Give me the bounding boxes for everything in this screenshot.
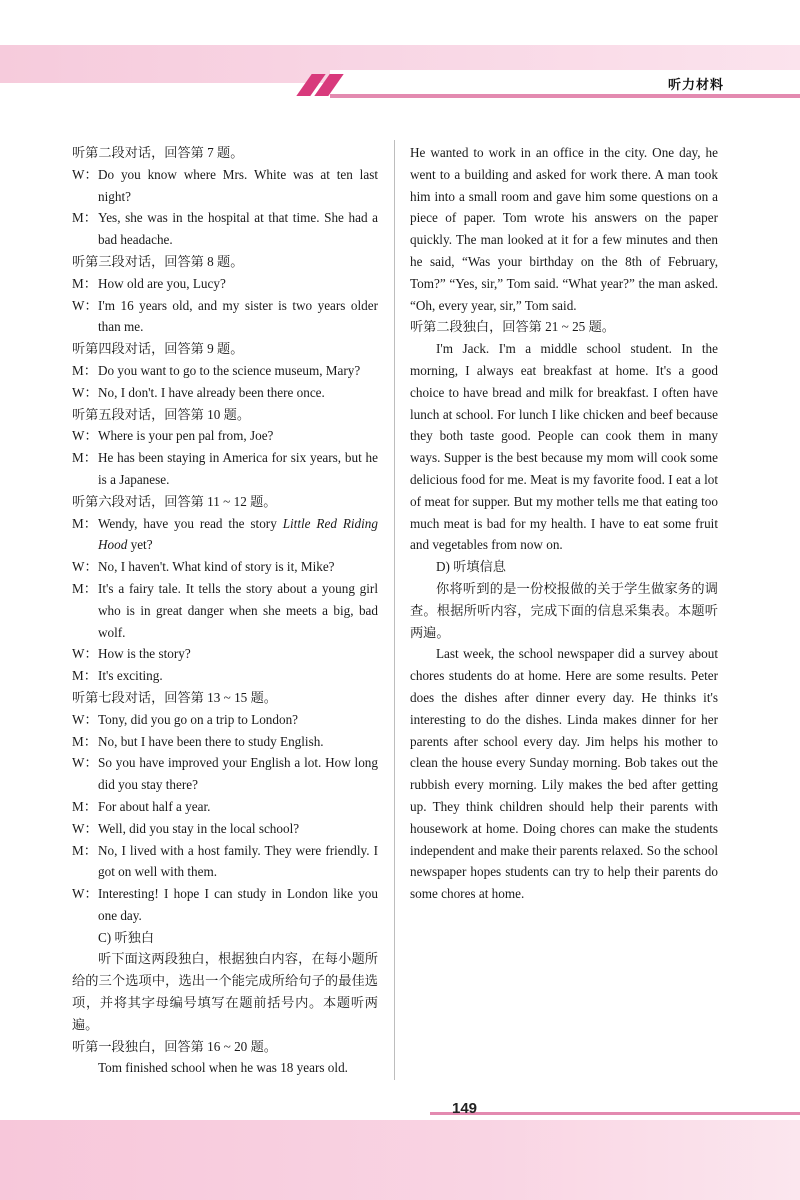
dialogue-text: No, I lived with a host family. They were friendly. I got on well with them. bbox=[98, 842, 378, 880]
speaker-label: W： bbox=[72, 711, 98, 727]
speaker-label: W： bbox=[72, 755, 98, 771]
dialogue-text: Yes, she was in the hospital at that time. She had a bad headache. bbox=[98, 210, 378, 248]
dialogue-text-part: yet? bbox=[127, 537, 153, 553]
speaker-label: M： bbox=[72, 450, 97, 466]
speaker-label: M： bbox=[72, 362, 97, 378]
page-number: 149 bbox=[452, 1100, 478, 1117]
dialogue-line bbox=[72, 295, 378, 339]
left-column bbox=[72, 142, 378, 1079]
dialogue-text: I'm 16 years old, and my sister is two years older than me. bbox=[98, 297, 378, 335]
page-header bbox=[0, 0, 800, 112]
right-column bbox=[410, 142, 718, 905]
dialogue-line bbox=[72, 709, 378, 731]
footer-rule bbox=[430, 1112, 800, 1115]
speaker-label: M： bbox=[72, 798, 97, 814]
speaker-label: W： bbox=[72, 646, 98, 662]
dialogue-text: Tony, did you go on a trip to London? bbox=[98, 711, 299, 727]
section-instruction: 听第一段独白，回答第 16 ~ 20 题。 bbox=[72, 1038, 277, 1054]
dialogue-text: Where is your pen pal from, Joe? bbox=[98, 428, 274, 444]
paragraph: I'm Jack. I'm a middle school student. In the morning, I always eat breakfast at home. It's a good choice to have bread and milk for breakfast. I often have lunch at school. For lunch I like chicken and beef because they both taste good. People can cook them in many ways. Supper is the best because my mom will cook some delicious food for me. Meat is my favorite food. I eat a lot of meat for supper. But my mother tells me that eating too much meat is bad for my health. I have to eat some fruit and vegetables from now on. bbox=[410, 341, 718, 553]
dialogue-line bbox=[72, 731, 378, 753]
header-rule bbox=[330, 94, 800, 98]
dialogue-line bbox=[72, 665, 378, 687]
speaker-label: W： bbox=[72, 820, 98, 836]
dialogue-line bbox=[72, 840, 378, 884]
dialogue-line bbox=[72, 207, 378, 251]
dialogue-text: No, but I have been there to study English. bbox=[98, 733, 324, 749]
section-heading: D) 听填信息 bbox=[436, 559, 506, 575]
dialogue-line bbox=[72, 360, 378, 382]
story-title: Little Red Riding Hood bbox=[98, 515, 378, 553]
dialogue-text: It's a fairy tale. It tells the story about a young girl who is in great danger when she meets a big, bad wolf. bbox=[98, 580, 378, 640]
dialogue-text-part: Wendy, have you read the story bbox=[98, 515, 283, 531]
dialogue-text: No, I haven't. What kind of story is it, Mike? bbox=[98, 559, 335, 575]
dialogue-text: It's exciting. bbox=[98, 668, 163, 684]
section-instruction: 听第二段对话，回答第 7 题。 bbox=[72, 145, 244, 160]
paragraph: He wanted to work in an office in the city. One day, he went to a building and asked for work there. A man took him into a small room and gave him some questions on a piece of paper. Tom wrote his answers on the paper quickly. The man looked at it for a few minutes and then he said, “Was your birthday on the 8th of February, Tom?” “Yes, sir,” Tom said. “What year?” the man asked. “Oh, every year, sir,” Tom said. bbox=[410, 145, 718, 313]
speaker-label: M： bbox=[72, 275, 97, 291]
dialogue-text: He has been staying in America for six years, but he is a Japanese. bbox=[98, 450, 378, 487]
dialogue-line bbox=[72, 447, 378, 491]
dialogue-line bbox=[72, 382, 378, 404]
paragraph: Last week, the school newspaper did a survey about chores students do at home. Here are some results. Peter does the dishes after dinner every day. He thinks it's interesting to do the dishes. Linda makes dinner for her parents after school every day. Jim helps his mother to clean the house every Sunday morning. Bob takes out the rubbish every morning. Lily makes the bed after getting up. They think children should help their parents with housework at home. Doing chores can make the students independent and make their parents relaxed. So the school newspaper hopes students can try to help their parents do some chores at home. bbox=[410, 646, 718, 902]
dialogue-text: No, I don't. I have already been there once. bbox=[98, 384, 325, 400]
dialogue-text: How old are you, Lucy? bbox=[98, 275, 226, 291]
dialogue-line bbox=[72, 883, 378, 927]
column-divider bbox=[394, 140, 395, 1080]
speaker-label: W： bbox=[72, 384, 98, 400]
dialogue-text: Do you want to go to the science museum, Mary? bbox=[98, 362, 361, 378]
header-tab bbox=[330, 70, 800, 94]
speaker-label: M： bbox=[72, 668, 97, 684]
speaker-label: M： bbox=[72, 210, 97, 226]
paragraph: 听下面这两段独白，根据独白内容，在每小题所给的三个选项中，选出一个能完成所给句子的最佳选项，并将其字母编号填写在题前括号内。本题听两遍。 bbox=[72, 951, 378, 1032]
dialogue-text: For about half a year. bbox=[98, 798, 211, 814]
speaker-label: M： bbox=[72, 515, 97, 531]
speaker-label: W： bbox=[72, 428, 98, 444]
speaker-label: W： bbox=[72, 559, 98, 575]
paragraph: Tom finished school when he was 18 years old. bbox=[98, 1060, 348, 1076]
dialogue-line bbox=[72, 273, 378, 295]
dialogue-text: So you have improved your English a lot. How long did you stay there? bbox=[98, 755, 378, 793]
section-title: 听力材料 bbox=[667, 77, 724, 92]
section-instruction: 听第六段对话，回答第 11 ~ 12 题。 bbox=[72, 493, 277, 509]
dialogue-text: Interesting! I hope I can study in London like you one day. bbox=[98, 886, 378, 923]
dialogue-line bbox=[72, 643, 378, 665]
speaker-label: W： bbox=[72, 297, 98, 313]
dialogue-line bbox=[72, 818, 378, 840]
dialogue-text: Do you know where Mrs. White was at ten last night? bbox=[98, 166, 378, 204]
paragraph: 你将听到的是一份校报做的关于学生做家务的调查。根据所听内容，完成下面的信息采集表。本题听两遍。 bbox=[410, 580, 718, 640]
page-footer bbox=[0, 1120, 800, 1200]
speaker-label: W： bbox=[72, 886, 98, 902]
dialogue-line bbox=[72, 556, 378, 578]
speaker-label: M： bbox=[72, 842, 97, 858]
dialogue-line bbox=[72, 425, 378, 447]
dialogue-line bbox=[72, 578, 378, 643]
speaker-label: M： bbox=[72, 580, 97, 596]
section-instruction: 听第七段对话，回答第 13 ~ 15 题。 bbox=[72, 689, 277, 705]
speaker-label: W： bbox=[72, 166, 98, 182]
section-instruction: 听第三段对话，回答第 8 题。 bbox=[72, 253, 244, 269]
dialogue-line bbox=[72, 752, 378, 796]
section-instruction: 听第五段对话，回答第 10 题。 bbox=[72, 406, 251, 422]
dialogue-line bbox=[72, 796, 378, 818]
section-instruction: 听第四段对话，回答第 9 题。 bbox=[72, 341, 244, 357]
dialogue-line bbox=[72, 164, 378, 208]
dialogue-text: Well, did you stay in the local school? bbox=[98, 820, 300, 836]
dialogue-line bbox=[72, 513, 378, 557]
section-instruction: 听第二段独白，回答第 21 ~ 25 题。 bbox=[410, 319, 615, 335]
section-heading: C) 听独白 bbox=[98, 929, 155, 945]
dialogue-text: How is the story? bbox=[98, 646, 191, 662]
dialogue-text bbox=[98, 513, 378, 557]
speaker-label: M： bbox=[72, 733, 97, 749]
